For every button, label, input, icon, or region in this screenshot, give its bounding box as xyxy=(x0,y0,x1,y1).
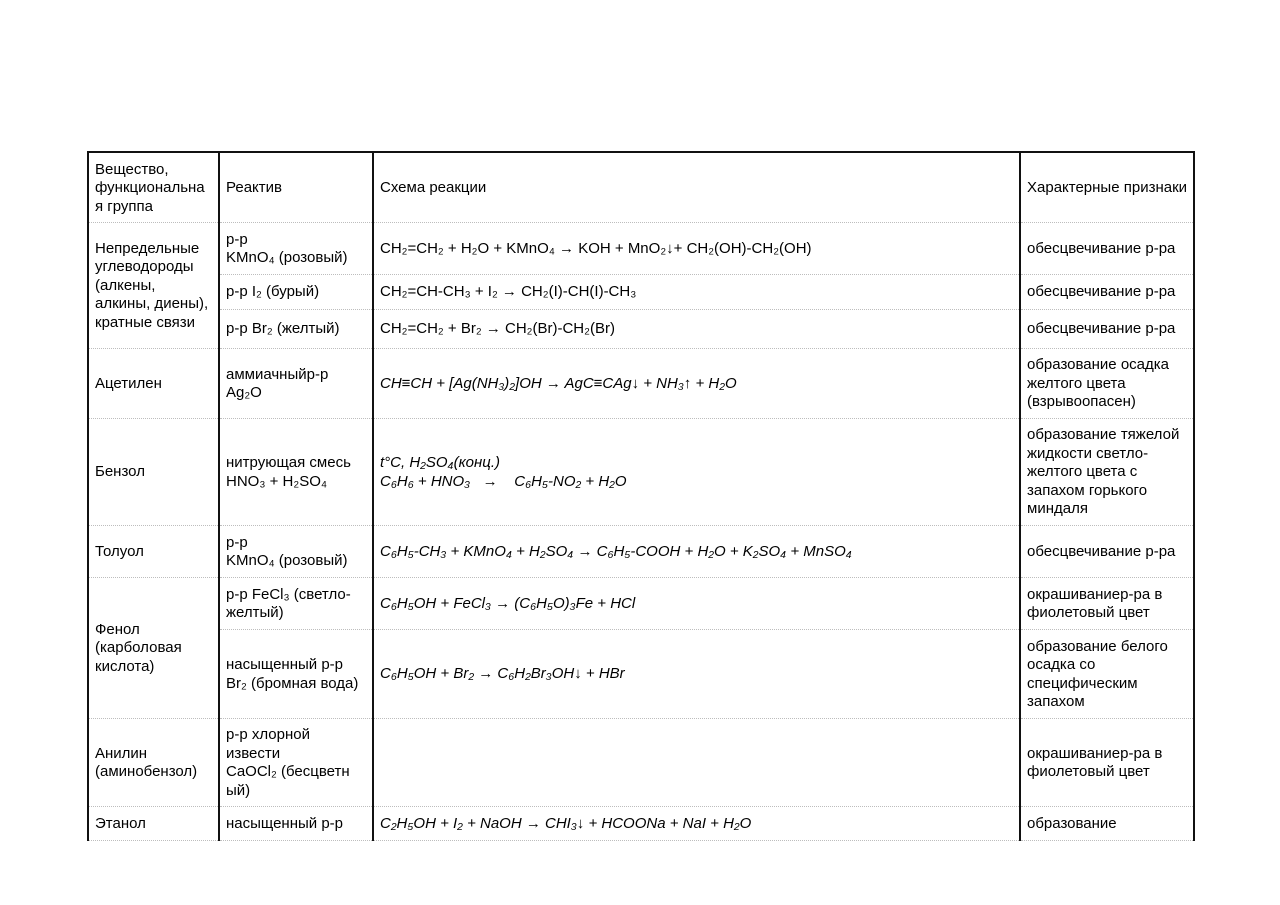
scheme-cell: CH≡CH + [Ag(NH₃)₂]OH → AgC≡CAg↓ + NH₃↑ + H₂O xyxy=(373,348,1020,418)
scheme-condition: t°C, H₂SO₄(конц.) xyxy=(380,454,500,471)
substance-cell: Анилин (аминобензол) xyxy=(88,718,219,806)
reagent-cell: насыщенный р-р xyxy=(219,806,373,840)
substance-cell: Непредельные углеводороды (алкены, алкины, диены), кратные связи xyxy=(88,222,219,348)
substance-cell: Ацетилен xyxy=(88,348,219,418)
table-row xyxy=(88,222,1194,274)
signs-cell: окрашиваниер-ра в фиолетовый цвет xyxy=(1020,577,1194,629)
signs-cell: образование осадка желтого цвета (взрывоопасен) xyxy=(1020,348,1194,418)
reagent-cell: р-р хлорной извести CaOCl₂ (бесцветн ый) xyxy=(219,718,373,806)
table-row xyxy=(88,577,1194,629)
reagent-cell: р-р KMnO₄ (розовый) xyxy=(219,525,373,577)
reagent-cell: р-р I₂ (бурый) xyxy=(219,274,373,309)
scheme-cell: CH₂=CH₂ + H₂O + KMnO₄ → KOH + MnO₂↓+ CH₂(OH)-CH₂(OH) xyxy=(373,222,1020,274)
scheme-cell xyxy=(373,718,1020,806)
table-row xyxy=(88,274,1194,309)
reactions-table xyxy=(87,151,1195,841)
signs-cell: обесцвечивание р-ра xyxy=(1020,525,1194,577)
table-row xyxy=(88,525,1194,577)
scheme-cell: C₂H₅OH + I₂ + NaOH → CHI₃↓ + HCOONa + NaI + H₂O xyxy=(373,806,1020,840)
signs-cell: образование xyxy=(1020,806,1194,840)
signs-cell: образование белого осадка со специфическим запахом xyxy=(1020,629,1194,718)
table-row xyxy=(88,629,1194,718)
reagent-cell: р-р FeCl₃ (светло-желтый) xyxy=(219,577,373,629)
substance-cell: Толуол xyxy=(88,525,219,577)
scheme-cell xyxy=(373,418,1020,525)
scheme-cell: C₆H₅-CH₃ + KMnO₄ + H₂SO₄ → C₆H₅-COOH + H₂O + K₂SO₄ + MnSO₄ xyxy=(373,525,1020,577)
table-row xyxy=(88,348,1194,418)
header-scheme: Схема реакции xyxy=(373,152,1020,222)
signs-cell: обесцвечивание р-ра xyxy=(1020,309,1194,348)
header-reagent: Реактив xyxy=(219,152,373,222)
substance-cell: Фенол (карболовая кислота) xyxy=(88,577,219,718)
header-signs: Характерные признаки xyxy=(1020,152,1194,222)
table-row xyxy=(88,806,1194,840)
table-row xyxy=(88,718,1194,806)
signs-cell: обесцвечивание р-ра xyxy=(1020,222,1194,274)
signs-cell: обесцвечивание р-ра xyxy=(1020,274,1194,309)
reagent-cell: аммиачныйр-р Ag₂O xyxy=(219,348,373,418)
table-row xyxy=(88,418,1194,525)
scheme-cell: CH₂=CH-CH₃ + I₂ → CH₂(I)-CH(I)-CH₃ xyxy=(373,274,1020,309)
substance-cell: Бензол xyxy=(88,418,219,525)
scheme-equation: C₆H₆ + HNO₃ → C₆H₅-NO₂ + H₂O xyxy=(380,472,627,490)
table-row xyxy=(88,309,1194,348)
signs-cell: окрашиваниер-ра в фиолетовый цвет xyxy=(1020,718,1194,806)
scheme-cell: CH₂=CH₂ + Br₂ → CH₂(Br)-CH₂(Br) xyxy=(373,309,1020,348)
reagent-cell: р-р Br₂ (желтый) xyxy=(219,309,373,348)
scheme-cell: C₆H₅OH + Br₂ → C₆H₂Br₃OH↓ + HBr xyxy=(373,629,1020,718)
scheme-cell: C₆H₅OH + FeCl₃ → (C₆H₅O)₃Fe + HCl xyxy=(373,577,1020,629)
reagent-cell: нитрующая смесь HNO₃ + H₂SO₄ xyxy=(219,418,373,525)
reagent-cell: насыщенный р-р Br₂ (бромная вода) xyxy=(219,629,373,718)
substance-cell: Этанол xyxy=(88,806,219,840)
signs-cell: образование тяжелой жидкости светло-желтого цвета с запахом горького миндаля xyxy=(1020,418,1194,525)
table-header-row xyxy=(88,152,1194,222)
header-substance: Вещество, функциональна я группа xyxy=(88,152,219,222)
reagent-cell: р-р KMnO₄ (розовый) xyxy=(219,222,373,274)
